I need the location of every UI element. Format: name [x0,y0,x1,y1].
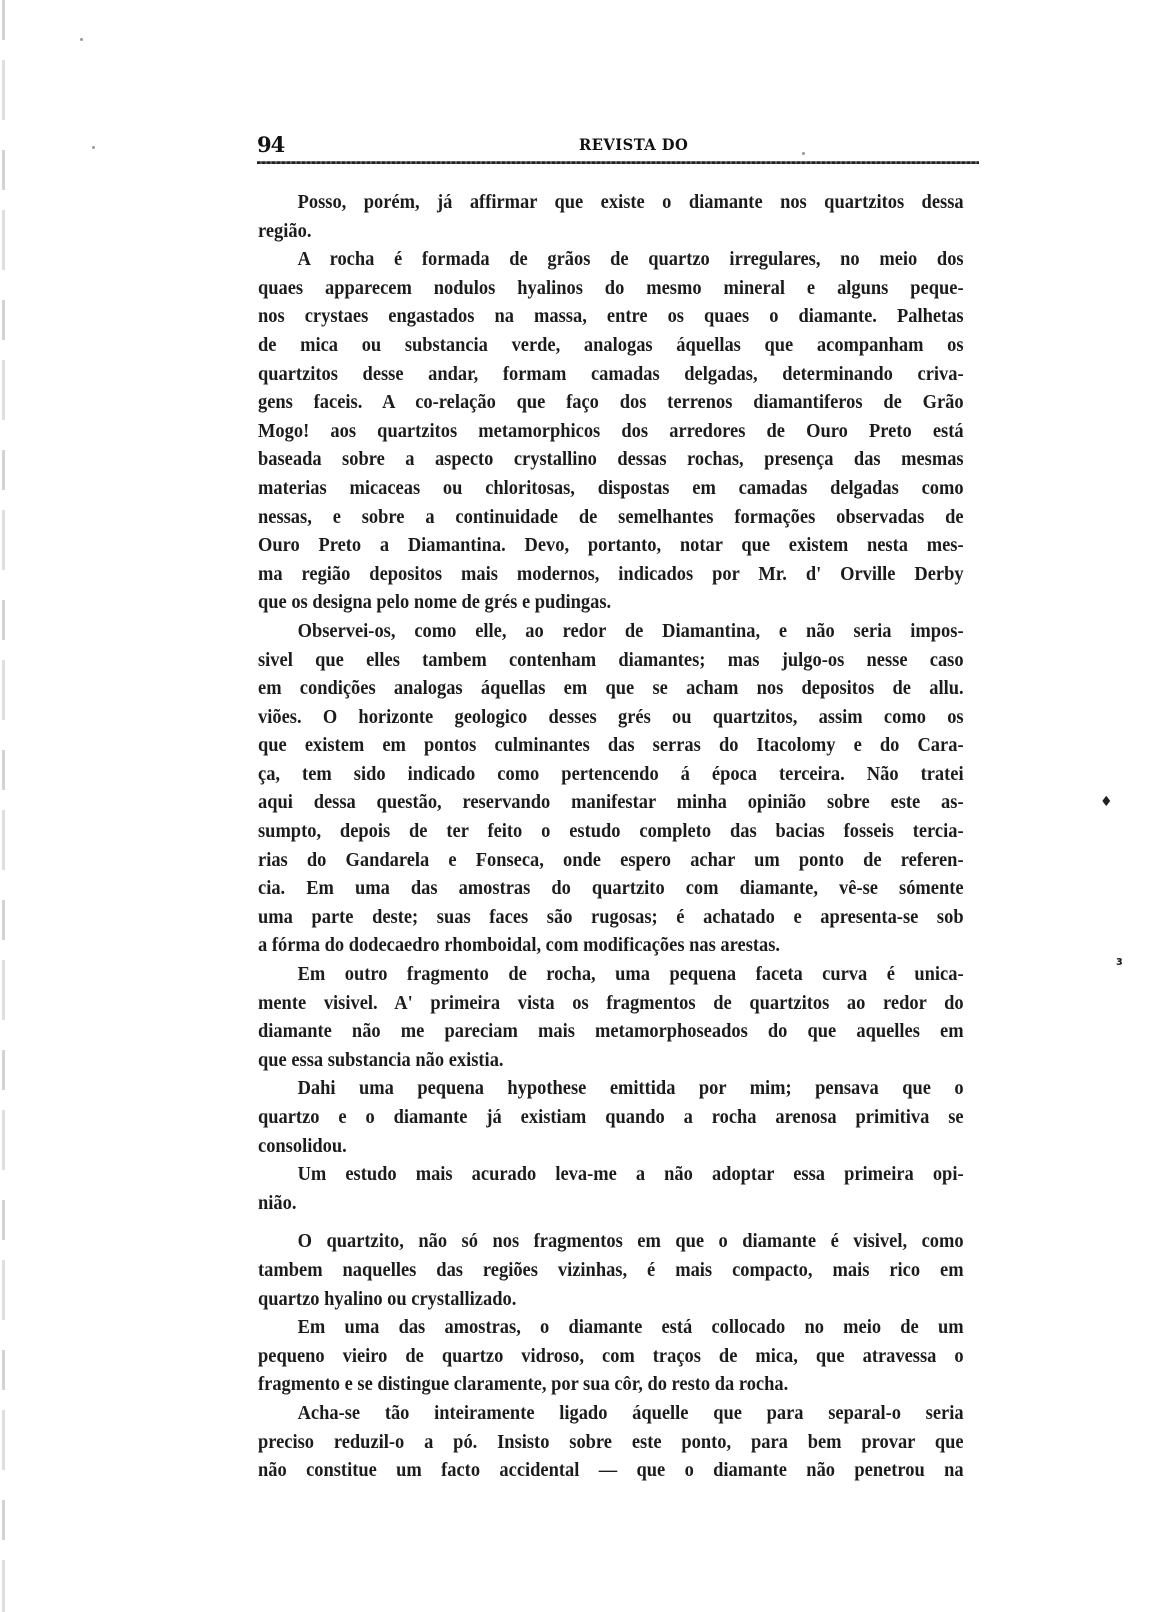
text-line: Um estudo mais acurado leva-me a não adoptar essa primeira opi- [297,1163,964,1186]
text-line: sivel que elles tambem contenham diamantes; mas julgo-os nesse caso [258,648,964,671]
text-line: Dahi uma pequena hypothese emittida por mim; pensava que o [297,1077,964,1100]
running-head: REVISTA DO [579,135,689,154]
text-line: fragmento e se distingue claramente, por sua côr, do resto da rocha. [258,1373,789,1396]
text-line: consolidou. [258,1134,347,1157]
margin-mark: ♦ [1100,794,1113,810]
scan-speck [80,38,83,41]
page-header [257,128,979,168]
text-line: nessas, e sobre a continuidade de semelhantes formações observadas de [258,505,964,528]
text-line: região. [258,219,312,242]
page-number: 94 [257,132,285,157]
text-line: mente visivel. A' primeira vista os fragmentos de quartzitos ao redor do [258,991,964,1014]
header-rule [257,160,979,164]
body-text [258,188,964,1485]
text-line: uma parte deste; suas faces são rugosas; é achatado e apresenta-se sob [258,905,964,928]
margin-mark: ɜ [1116,954,1123,968]
text-line: A rocha é formada de grãos de quartzo irregulares, no meio dos [297,248,964,271]
text-line: a fórma do dodecaedro rhomboidal, com modificações nas arestas. [258,934,781,957]
text-line: quartzo hyalino ou crystallizado. [258,1287,517,1310]
text-line: não constitue um facto accidental — que o diamante não penetrou na [258,1459,964,1482]
text-line: pequeno vieiro de quartzo vidroso, com traços de mica, que atravessa o [258,1344,964,1367]
paragraph-gap [258,1217,964,1227]
text-line: ça, tem sido indicado como pertencendo á época terceira. Não tratei [258,762,964,785]
page-edge-shadow [2,0,5,1612]
text-line: ma região depositos mais modernos, indicados por Mr. d' Orville Derby [258,562,964,585]
text-line: Posso, porém, já affirmar que existe o diamante nos quartzitos dessa [297,191,964,213]
text-line: materias micaceas ou chloritosas, dispostas em camadas delgadas como [258,476,964,499]
text-line: baseada sobre a aspecto crystallino dessas rochas, presença das mesmas [258,448,964,471]
text-line: preciso reduzil-o a pó. Insisto sobre este ponto, para bem provar que [258,1430,964,1453]
text-line: tambem naquelles das regiões vizinhas, é mais compacto, mais rico em [258,1258,964,1281]
text-line: que existem em pontos culminantes das serras do Itacolomy e do Cara- [258,734,964,757]
text-line: quartzitos desse andar, formam camadas delgadas, determinando criva- [258,362,964,385]
text-line: Mogo! aos quartzitos metamorphicos dos arredores de Ouro Preto está [258,419,964,442]
text-line: rias do Gandarela e Fonseca, onde espero achar um ponto de referen- [258,848,964,871]
text-line: Em outro fragmento de rocha, uma pequena faceta curva é unica- [297,963,964,986]
text-line: Observei-os, como elle, ao redor de Diamantina, e não seria impos- [297,619,964,642]
text-line: Em uma das amostras, o diamante está collocado no meio de um [297,1316,964,1339]
text-line: gens faceis. A co-relação que faço dos terrenos diamantiferos de Grão [258,391,964,414]
text-line: de mica ou substancia verde, analogas áquellas que acompanham os [258,333,964,356]
text-line: viões. O horizonte geologico desses grés ou quartzitos, assim como os [258,705,964,728]
text-line: que os designa pelo nome de grés e pudingas. [258,591,612,614]
text-line: que essa substancia não existia. [258,1048,504,1071]
text-line: diamante não me pareciam mais metamorphoseados do que aquelles em [258,1020,964,1043]
text-line: em condições analogas áquellas em que se acham nos depositos de allu. [258,677,964,700]
text-line: cia. Em uma das amostras do quartzito com diamante, vê-se sómente [258,877,964,900]
scan-speck [92,146,95,149]
text-line: O quartzito, não só nos fragmentos em que o diamante é visivel, como [297,1230,964,1253]
text-line: quaes apparecem nodulos hyalinos do mesmo mineral e alguns peque- [258,276,964,299]
text-line: Acha-se tão inteiramente ligado áquelle que para separal-o seria [297,1401,964,1424]
text-line: quartzo e o diamante já existiam quando a rocha arenosa primitiva se [258,1106,964,1128]
text-line: Ouro Preto a Diamantina. Devo, portanto, notar que existem nesta mes- [258,534,964,557]
text-line: aqui dessa questão, reservando manifestar minha opinião sobre este as- [258,791,964,814]
text-line: nos crystaes engastados na massa, entre os quaes o diamante. Palhetas [258,305,964,328]
text-line: nião. [258,1191,297,1214]
text-line: sumpto, depois de ter feito o estudo completo das bacias fosseis tercia- [258,820,964,843]
